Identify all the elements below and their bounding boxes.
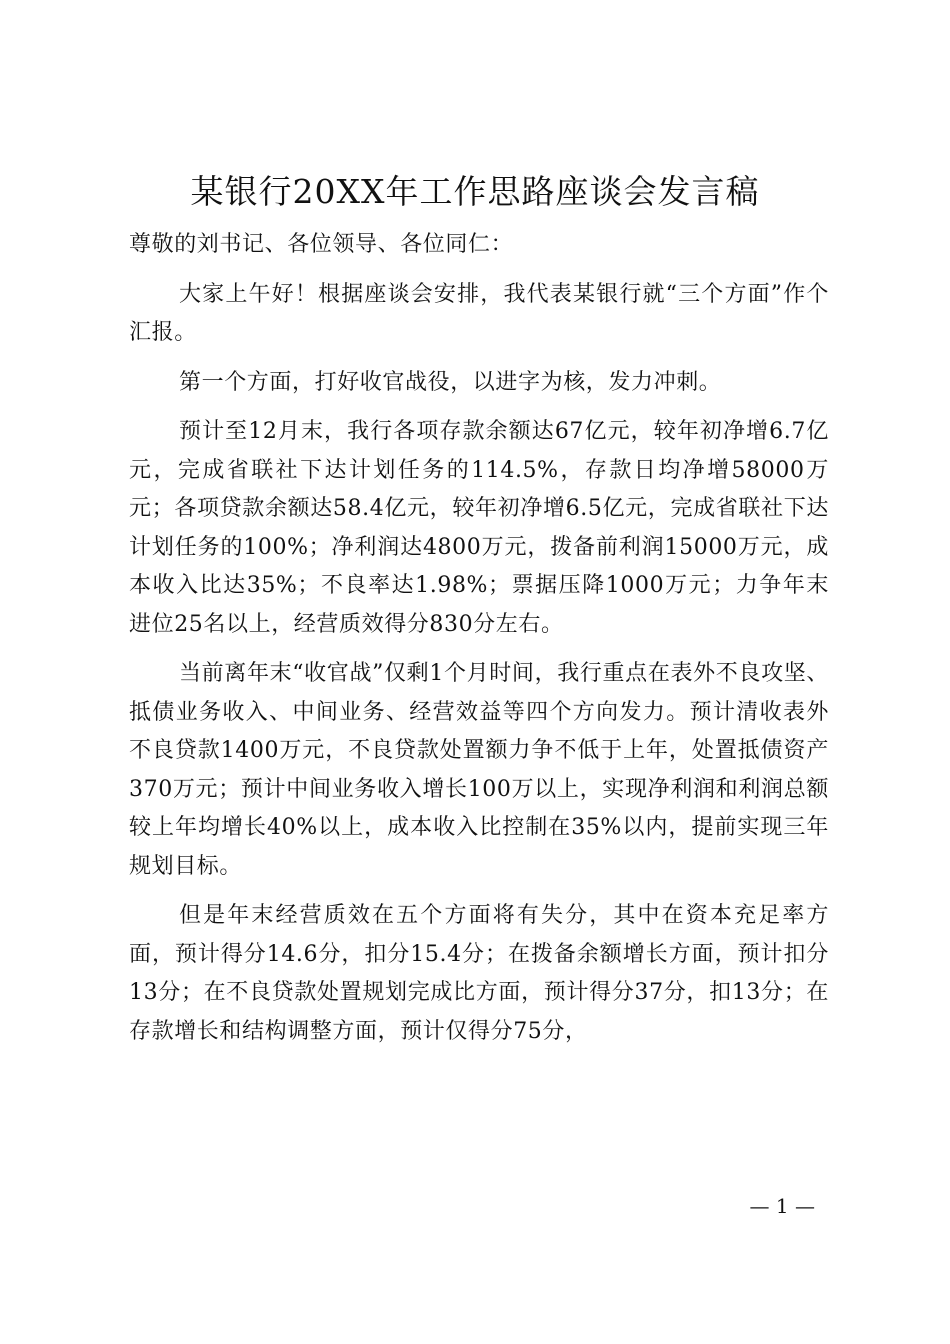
document-body — [129, 226, 829, 1062]
paragraph-section-heading: 第一个方面，打好收官战役，以进字为核，发力冲刺。 — [179, 369, 722, 395]
document-title: 某银行20XX年工作思路座谈会发言稿 — [190, 172, 760, 211]
paragraph-greeting: 大家上午好！根据座谈会安排，我代表某银行就“三个方面”作个汇报。 — [129, 281, 829, 345]
salutation: 尊敬的刘书记、各位领导、各位同仁： — [129, 232, 514, 257]
paragraph-focus-areas: 当前离年末“收官战”仅剩1个月时间，我行重点在表外不良攻坚、抵债业务收入、中间业务、经营效益等四个方向发力。预计清收表外不良贷款1400万元，不良贷款处置额力争不低于上年，处置抵债资产370万元；预计中间业务收入增长100万以上，实现净利润和利润总额较上年均增长40%以上，成本收入比控制在35%以内，提前实现三年规划目标。 — [129, 661, 829, 879]
page-number: — 1 — — [749, 1194, 815, 1218]
paragraph-score-losses: 但是年末经营质效在五个方面将有失分，其中在资本充足率方面，预计得分14.6分，扣分15.4分；在拨备余额增长方面，预计扣分13分；在不良贷款处置规划完成比方面，预计得分37分，扣13分；在存款增长和结构调整方面，预计仅得分75分， — [129, 903, 829, 1044]
paragraph-forecast: 预计至12月末，我行各项存款余额达67亿元，较年初净增6.7亿元，完成省联社下达计划任务的114.5%，存款日均净增58000万元；各项贷款余额达58.4亿元，较年初净增6.5亿元，完成省联社下达计划任务的100%；净利润达4800万元，拨备前利润15000万元，成本收入比达35%；不良率达1.98%；票据压降1000万元；力争年末进位25名以上，经营质效得分830分左右。 — [129, 419, 829, 637]
